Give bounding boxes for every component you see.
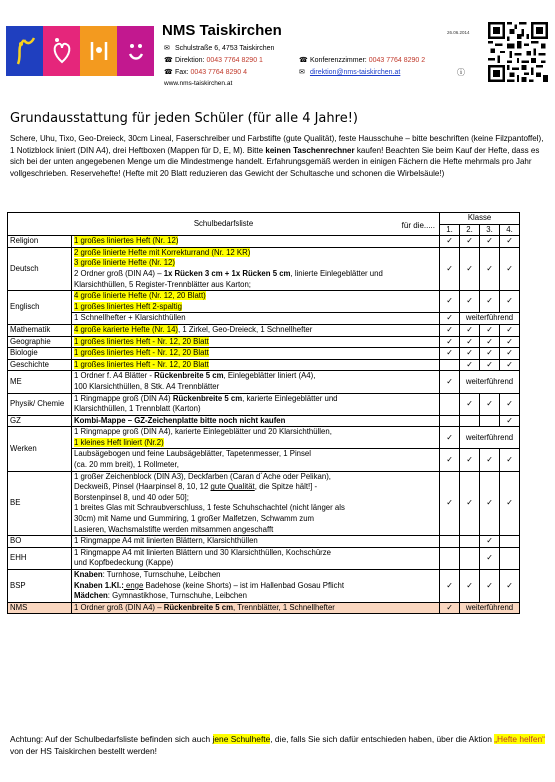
items-physik-chemie: 1 Ringmappe groß (DIN A4) Rückenbreite 5 cm, karierte Einlegeblätter und Klarsichthüllen, 1 Trennblatt (Karton)	[72, 393, 440, 415]
page-title: Grundausstattung für jeden Schüler (für alle 4 Jahre!)	[10, 111, 358, 126]
check-mark: ✓	[480, 547, 500, 569]
phone-icon: ☎	[164, 57, 173, 64]
table-row	[8, 291, 520, 313]
info-icon: ⓘ	[457, 68, 465, 77]
table-row	[8, 371, 520, 393]
check-mark: ✓	[500, 291, 520, 313]
check-mark: ✓	[500, 570, 520, 603]
konferenz-phone: 0043 7764 8290 2	[368, 57, 426, 64]
check-mark: ✓	[460, 393, 480, 415]
table-row	[8, 336, 520, 348]
subject-geschichte: Geschichte	[8, 359, 72, 371]
address: Schulstraße 6, 4753 Taiskirchen	[174, 45, 275, 52]
document-date: 26.06.2014	[447, 30, 470, 35]
check-mark: ✓	[440, 324, 460, 336]
check-mark: ✓	[500, 324, 520, 336]
table-header-row	[8, 213, 520, 225]
subject-ehh: EHH	[8, 547, 72, 569]
items-me: 1 Ordner f. A4 Blätter - Rückenbreite 5 cm, Einlegeblätter liniert (A4), 100 Klarsichthüllen, 8 Stk. A4 Trennblätter	[72, 371, 440, 393]
check-mark: ✓	[460, 570, 480, 603]
check-mark: ✓	[500, 471, 520, 536]
subject-nms: NMS	[8, 602, 72, 614]
items-mathematik: 4 große karierte Hefte (Nr. 14), 1 Zirkel, Geo-Dreieck, 1 Schnellhefter	[72, 324, 440, 336]
table-row	[8, 536, 520, 548]
table-row	[8, 471, 520, 536]
check-mark: ✓	[500, 348, 520, 360]
check-mark: ✓	[460, 471, 480, 536]
items-deutsch: 2 große linierte Hefte mit Korrekturrand (Nr. 12 KR) 3 große linierte Hefte (Nr. 12) 2 Ordner groß (DIN A4) – 1x Rücken 3 cm + 1x Rücken 5 cm, linierte Einlegeblätter und Klarsichthüllen, 5 Register-Trennblätter aus Karton;	[72, 247, 440, 290]
table-title-cell	[8, 213, 440, 236]
email-link[interactable]: direktion@nms-taiskirchen.at	[309, 69, 401, 76]
direktion-line	[164, 56, 263, 64]
table-row	[8, 236, 520, 248]
items-englisch-2: 1 Schnellhefter + Klarsichthüllen	[72, 313, 440, 325]
fax-phone: 0043 7764 8290 4	[190, 69, 247, 76]
envelope-icon: ✉	[164, 45, 170, 52]
check-mark: ✓	[460, 324, 480, 336]
items-bsp: Knaben: Turnhose, Turnschuhe, Leibchen Knaben 1.Kl.: enge Badehose (keine Shorts) – ist im Hallenbad Gosau Pflicht Mädchen: Gymnastikhose, Turnschuhe, Leibchen	[72, 570, 440, 603]
check-mark: ✓	[500, 236, 520, 248]
intro-bold: keinen Taschenrechner	[265, 145, 355, 155]
check-mark: ✓	[440, 313, 460, 325]
table-row	[8, 547, 520, 569]
direktion-label: Direktion:	[174, 57, 205, 64]
konferenz-line	[299, 56, 425, 64]
items-gz: Kombi-Mappe – GZ-Zeichenplatte bitte noch nicht kaufen	[72, 415, 440, 427]
grade-4: 4.	[500, 224, 520, 236]
subject-physik-chemie: Physik/ Chemie	[8, 393, 72, 415]
subject-biologie: Biologie	[8, 348, 72, 360]
weiterfuehrend-label: weiterführend	[460, 602, 520, 614]
email-line	[299, 68, 400, 76]
table-row	[8, 247, 520, 290]
check-mark: ✓	[460, 336, 480, 348]
weiterfuehrend-label: weiterführend	[460, 371, 520, 393]
check-mark: ✓	[440, 449, 460, 471]
check-mark: ✓	[500, 415, 520, 427]
qr-code	[488, 22, 548, 82]
check-mark: ✓	[500, 449, 520, 471]
website[interactable]: www.nms-taiskirchen.at	[164, 80, 233, 87]
logo-tile-magenta	[117, 26, 154, 76]
fax-line	[164, 68, 247, 76]
check-mark: ✓	[500, 393, 520, 415]
check-mark: ✓	[460, 359, 480, 371]
table-row	[8, 602, 520, 614]
table-row	[8, 313, 520, 325]
subject-bsp: BSP	[8, 570, 72, 603]
items-geschichte: 1 großes liniertes Heft - Nr. 12, 20 Blatt	[72, 359, 440, 371]
check-mark: ✓	[440, 291, 460, 313]
intro-text-2: kaufen! Beachten Sie beim Kauf der Hefte, dass es sich bei der unten angegebenen Menge um die Mindestmenge handelt. Erfahrungsgemäß werden in einigen Fächern die Hefte mehrmals pro Jahr vollgeschrieben. Reservehefte! (Hefte mit 20 Blatt reduzieren das Gewicht der Schultasche und schonen die Wirbelsäule!)	[10, 145, 540, 178]
check-mark: ✓	[440, 471, 460, 536]
fax-label: Fax:	[174, 69, 189, 76]
check-mark: ✓	[500, 359, 520, 371]
subject-englisch: Englisch	[8, 291, 72, 325]
check-mark: ✓	[440, 336, 460, 348]
items-geographie: 1 großes liniertes Heft - Nr. 12, 20 Blatt	[72, 336, 440, 348]
subject-me: ME	[8, 371, 72, 393]
intro-paragraph	[10, 133, 545, 179]
table-row	[8, 324, 520, 336]
mail-icon: ✉	[299, 69, 305, 76]
check-mark: ✓	[480, 359, 500, 371]
intro-text-1: Schere, Uhu, Tixo, Geo-Dreieck, 30cm Lineal, Faserschreiber und Farbstifte (gute Qualität), feste Hausschuhe – bitte beschriften (keine Filzpantoffel), 1 Notizblock liniert (DIN A4), drei Heftboxen (Mappen für D, E, M). Bitte	[10, 134, 544, 155]
logo-tile-orange	[80, 26, 117, 76]
check-mark: ✓	[460, 348, 480, 360]
logo-tile-pink	[43, 26, 80, 76]
weiterfuehrend-label: weiterführend	[460, 313, 520, 325]
items-ehh: 1 Ringmappe A4 mit linierten Blättern und 30 Klarsichthüllen, Kochschürze und Kopfbedeckung (Kappe)	[72, 547, 440, 569]
check-mark: ✓	[460, 291, 480, 313]
letterhead	[0, 0, 555, 92]
phone-icon: ☎	[299, 57, 308, 64]
items-biologie: 1 großes liniertes Heft - Nr. 12, 20 Blatt	[72, 348, 440, 360]
check-mark: ✓	[500, 336, 520, 348]
subject-be: BE	[8, 471, 72, 536]
check-mark: ✓	[500, 247, 520, 290]
subject-geographie: Geographie	[8, 336, 72, 348]
table-row	[8, 449, 520, 471]
check-mark: ✓	[460, 449, 480, 471]
items-be: 1 großer Zeichenblock (DIN A3), Deckfarben (Caran d´Ache oder Pelikan), Deckweiß, Pinsel (Haarpinsel 8, 10, 12 gute Qualität, die Spitze hält!] - Borstenpinsel 8, und 40 oder 50]; 1 breites Glas mit Schraubverschluss, 1 feste Schuhschachtel (nicht länger als 30cm) mit Name und Gummiring, 1 großer Malfetzen, Schwamm zum Lasieren, Wachsmalstifte werden mitsammen angeschafft	[72, 471, 440, 536]
grade-3: 3.	[480, 224, 500, 236]
footer-note: Achtung: Auf der Schulbedarfsliste befinden sich auch jene Schulhefte, die, falls Sie sich dafür entschieden haben, über die Aktion „Hefte helfen“ von der HS Taiskirchen bestellt werden!	[10, 734, 545, 756]
fax-icon: ☎	[164, 69, 173, 76]
check-mark: ✓	[440, 427, 460, 449]
subject-religion: Religion	[8, 236, 72, 248]
check-mark: ✓	[460, 247, 480, 290]
items-religion: 1 großes liniertes Heft (Nr. 12)	[72, 236, 440, 248]
grade-2: 2.	[460, 224, 480, 236]
check-mark: ✓	[480, 247, 500, 290]
subject-deutsch: Deutsch	[8, 247, 72, 290]
items-werken-2: Laubsägebogen und feine Laubsägeblätter, Tapetenmesser, 1 Pinsel (ca. 20 mm breit), 1 Rollmeter,	[72, 449, 440, 471]
klasse-header: Klasse	[440, 213, 520, 225]
items-nms: 1 Ordner groß (DIN A4) – Rückenbreite 5 cm, Trennblätter, 1 Schnellhefter	[72, 602, 440, 614]
direktion-phone: 0043 7764 8290 1	[206, 57, 263, 64]
address-line	[164, 44, 274, 52]
check-mark: ✓	[480, 336, 500, 348]
subject-gz: GZ	[8, 415, 72, 427]
subject-mathematik: Mathematik	[8, 324, 72, 336]
grade-1: 1.	[440, 224, 460, 236]
check-mark: ✓	[440, 371, 460, 393]
check-mark: ✓	[480, 324, 500, 336]
check-mark: ✓	[480, 393, 500, 415]
school-logo	[6, 26, 154, 76]
table-row	[8, 427, 520, 449]
logo-tile-blue	[6, 26, 43, 76]
check-mark: ✓	[480, 236, 500, 248]
table-row	[8, 359, 520, 371]
check-mark: ✓	[440, 247, 460, 290]
konferenz-label: Konferenzzimmer:	[309, 57, 367, 64]
table-row	[8, 348, 520, 360]
check-mark: ✓	[440, 236, 460, 248]
table-title: Schulbedarfsliste	[193, 218, 254, 228]
check-mark: ✓	[440, 602, 460, 614]
subject-werken: Werken	[8, 427, 72, 471]
check-mark: ✓	[440, 348, 460, 360]
items-bo: 1 Ringmappe A4 mit linierten Blättern, Klarsichthüllen	[72, 536, 440, 548]
for-label: für die.....	[401, 221, 436, 230]
subject-bo: BO	[8, 536, 72, 548]
school-name: NMS Taiskirchen	[162, 22, 282, 39]
check-mark: ✓	[480, 348, 500, 360]
items-englisch: 4 große linierte Hefte (Nr. 12, 20 Blatt) 1 großes liniertes Heft 2-spaltig	[72, 291, 440, 313]
table-row	[8, 415, 520, 427]
table-row	[8, 393, 520, 415]
items-werken: 1 Ringmappe groß (DIN A4), karierte Einlegeblätter und 20 Klarsichthüllen, 1 kleines Heft liniert (Nr.2)	[72, 427, 440, 449]
table-row	[8, 570, 520, 603]
weiterfuehrend-label: weiterführend	[460, 427, 520, 449]
check-mark: ✓	[480, 291, 500, 313]
check-mark: ✓	[460, 236, 480, 248]
check-mark: ✓	[440, 570, 460, 603]
school-supplies-table	[7, 212, 520, 614]
check-mark: ✓	[480, 449, 500, 471]
check-mark: ✓	[480, 471, 500, 536]
check-mark: ✓	[480, 570, 500, 603]
check-mark: ✓	[480, 536, 500, 548]
